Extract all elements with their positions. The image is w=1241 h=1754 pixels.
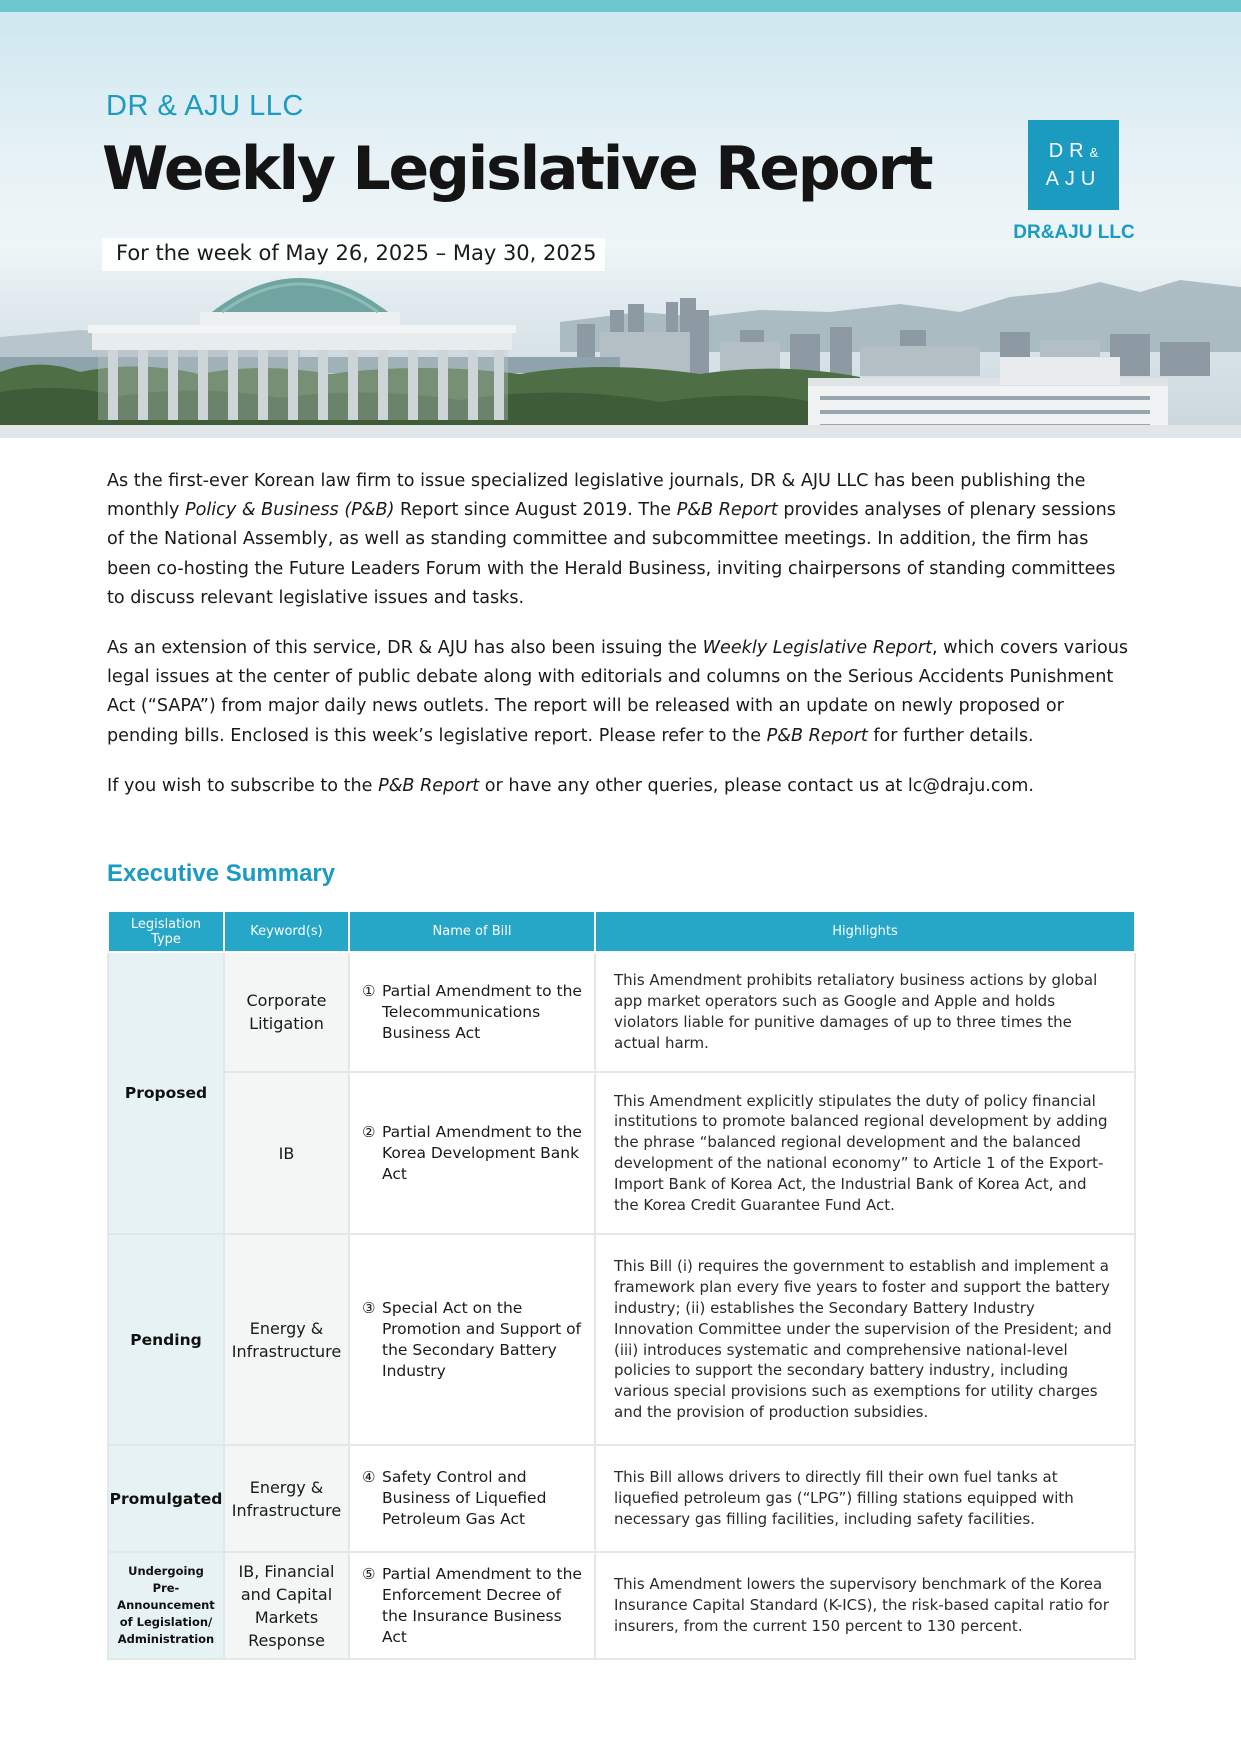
highlight-cell: This Amendment lowers the supervisory benchmark of the Korea Insurance Capital Standard (K-ICS), the risk-based capital ratio for insurers, from the current 150 percent to 130 percent. [595,1552,1135,1659]
executive-summary-title: Executive Summary [107,860,336,887]
bill-name: Partial Amendment to the Enforcement Decree of the Insurance Business Act [382,1564,582,1646]
bill-name-cell [349,1445,595,1552]
table-row [108,1552,1135,1659]
executive-summary-table [107,910,1136,1660]
keyword-cell: Energy & Infrastructure [224,1234,349,1445]
keyword-cell: IB, Financial and Capital Markets Response [224,1552,349,1659]
logo-aju: AJU [1045,168,1102,190]
keyword-cell: IB [224,1072,349,1234]
bill-name: Safety Control and Business of Liquefied Petroleum Gas Act [382,1468,547,1528]
legislation-type-cell: Proposed [108,952,224,1234]
header-keywords: Keyword(s) [224,911,349,952]
bill-number: ③ [362,1298,376,1317]
table-row [108,1234,1135,1445]
header-legislation-type: Legislation Type [108,911,224,952]
legislation-type-cell: Promulgated [108,1445,224,1552]
bill-name-cell [349,952,595,1072]
highlight-cell: This Bill allows drivers to directly fill their own fuel tanks at liquefied petroleum gas (“LPG”) filling stations equipped with necessary gas filling facilities, including safety facilities. [595,1445,1135,1552]
bill-number: ① [362,981,376,1000]
bill-name: Special Act on the Promotion and Support of the Secondary Battery Industry [382,1298,582,1380]
intro-paragraph-1: As the first-ever Korean law firm to issue specialized legislative journals, DR & AJU LLC has been publishing the monthly Policy & Business (P&B) Report since August 2019. The P&B Report provides analyses of plenary sessions of the National Assembly, as well as standing committee and subcommittee meetings. In addition, the firm has been co-hosting the Future Leaders Forum with the Herald Business, inviting chairpersons of standing committees to discuss relevant legislative issues and tasks. [107,471,1116,608]
legislation-type-cell: Undergoing Pre-Announcement of Legislation/ Administration [108,1552,224,1659]
bill-name-cell [349,1234,595,1445]
firm-logo [1028,120,1119,210]
bill-name-cell [349,1072,595,1234]
bill-name: Partial Amendment to the Korea Development Bank Act [382,1122,582,1183]
bill-number: ⑤ [362,1564,376,1583]
table-row [108,1072,1135,1234]
intro-paragraph-3: If you wish to subscribe to the P&B Report or have any other queries, please contact us at lc@draju.com. [107,775,1034,796]
highlight-cell: This Bill (i) requires the government to establish and implement a framework plan every five years to foster and support the battery industry; (ii) establishes the Secondary Battery Industry Innovation Committee under the supervision of the President; and (iii) introduces systematic and comprehensive national-level policies to support the secondary battery industry, including various special provisions such as exemptions for utility charges and the provision of production subsidies. [595,1234,1135,1445]
header-bill-name: Name of Bill [349,911,595,952]
table-row [108,952,1135,1072]
banner-bottom-band [0,425,1241,438]
intro-section [107,467,1137,822]
table-row [108,1445,1135,1552]
table-header-row [108,911,1135,952]
logo-caption: DR&AJU LLC [1013,222,1135,243]
bill-name: Partial Amendment to the Telecommunications Business Act [382,981,582,1042]
logo-ampersand: & [1089,145,1099,160]
bill-number: ④ [362,1468,376,1486]
header-highlights: Highlights [595,911,1135,952]
bill-number: ② [362,1122,376,1141]
highlight-cell: This Amendment prohibits retaliatory business actions by global app market operators such as Google and Apple and holds violators liable for punitive damages of up to three times the actual harm. [595,952,1135,1072]
logo-dr: DR [1048,140,1090,162]
report-title: Weekly Legislative Report [102,134,932,204]
bill-name-cell [349,1552,595,1659]
intro-paragraph-2: As an extension of this service, DR & AJU has also been issuing the Weekly Legislative Report, which covers various legal issues at the center of public debate along with editorials and columns on the Serious Accidents Punishment Act (“SAPA”) from major daily news outlets. The report will be released with an update on newly proposed or pending bills. Enclosed is this week’s legislative report. Please refer to the P&B Report for further details. [107,638,1129,746]
report-week-box [102,238,605,271]
legislation-type-cell: Pending [108,1234,224,1445]
report-week: For the week of May 26, 2025 – May 30, 2025 [116,241,597,265]
keyword-cell: Corporate Litigation [224,952,349,1072]
top-accent-stripe [0,0,1241,12]
firm-name: DR & AJU LLC [106,90,304,122]
highlight-cell: This Amendment explicitly stipulates the duty of policy financial institutions to promote balanced regional development by adding the phrase “balanced regional development and the balanced development of the national economy” to Article 1 of the Export-Import Bank of Korea Act, the Industrial Bank of Korea Act, and the Korea Credit Guarantee Fund Act. [595,1072,1135,1234]
keyword-cell: Energy & Infrastructure [224,1445,349,1552]
